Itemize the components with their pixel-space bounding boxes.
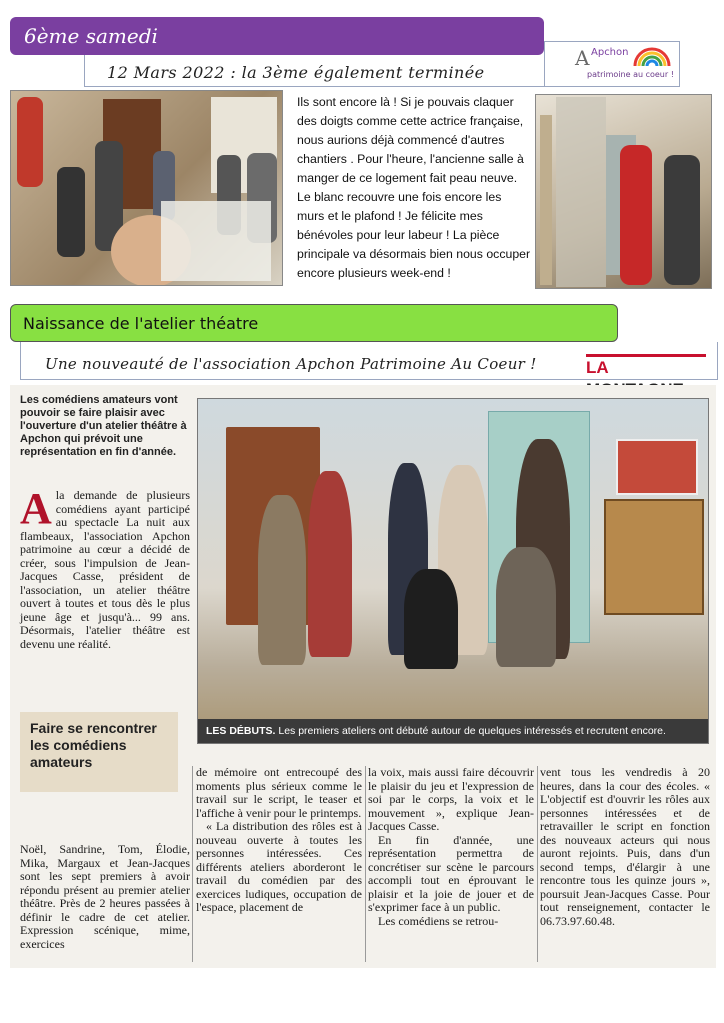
section1-paragraph: Ils sont encore là ! Si je pouvais claquer des doigts comme cette actrice française, nous aurions déjà commencé d'autres chantiers . Pour l'heure, l'ancienne salle à manger de ce logement fait peau neuve. Le blanc recouvre une fois encore les murs et le plafond ! Je félicite mes bénévoles pour leur labeur ! La pièce principale va désormais bien nous occuper encore plusieurs week-end ! <box>297 95 531 280</box>
column-divider <box>537 766 538 962</box>
article-dropcap: A <box>20 484 52 533</box>
logo-name: Apchon <box>591 47 629 58</box>
caption-text: Les premiers ateliers ont débuté autour de quelques intéressés et recrutent encore. <box>278 725 666 737</box>
la-montagne-logo <box>586 354 706 381</box>
volunteers-photo-illustration <box>11 91 283 286</box>
column-divider <box>192 766 193 962</box>
article-body-e: vent tous les vendredis à 20 heures, dans la cour des écoles. « L'objectif est d'ouvrir les rôles aux personnes intéressées et de retravailler le script en fonction des nouveaux acteurs qui nous auront rejoints. Puis, dans d'un second temps, d'élargir à une rencontre tous les quinze jours », poursuit Jean-Jacques Casse. Pour tout renseignement, contacter le 06.73.97.60.48. <box>540 765 710 928</box>
article-body-c2: « La distribution des rôles est à nouveau ouverte à toutes les personnes intéressées. Ces différents ateliers aborderont le travail du comédien par des exercices ludiques, occupation de l'espace, placement de <box>196 819 362 914</box>
section2-title-bar <box>10 304 618 342</box>
article-column-d <box>368 766 534 928</box>
person-silhouette <box>496 547 556 667</box>
article-column-c <box>196 766 362 915</box>
article-body-b: Noël, Sandrine, Tom, Élodie, Mika, Margaux et Jean-Jacques sont les sept premiers à avoir répondu présent au premier atelier théâtre. Près de 2 heures passées à définir le cadre de cet atelier. Expression scénique, mime, exercices <box>20 842 190 951</box>
photo-caption <box>198 719 708 743</box>
apchon-logo <box>544 41 680 87</box>
article-body-d1: la voix, mais aussi faire découvrir le plaisir du jeu et l'expression de soi par le corps, la voix et le mouvement », explique Jean-Jacques Casse. <box>368 765 534 833</box>
section2-title: Naissance de l'atelier théatre <box>23 314 259 333</box>
logo-letter-icon: A <box>575 46 590 70</box>
section1-subtitle: 12 Mars 2022 : la 3ème également terminée <box>84 55 680 87</box>
painting-photo-illustration <box>536 95 712 289</box>
person-silhouette <box>404 569 458 669</box>
article-body-d2: En fin d'année, une représentation permettra de concrétiser sur scène le parcours accompli tout en éprouvant le plaisir et la joie de jouer et de s'exprimer face à un public. <box>368 832 534 914</box>
section1-title: 6ème samedi <box>24 24 158 48</box>
caption-head: LES DÉBUTS. <box>206 725 276 737</box>
logo-tagline: patrimoine au coeur ! <box>587 70 674 79</box>
volunteers-group-photo <box>10 90 283 286</box>
section1-title-bar <box>10 17 544 55</box>
article-intro <box>20 484 190 651</box>
rainbow-icon <box>631 44 673 68</box>
newspaper-la: LA <box>586 358 609 377</box>
poster-shape <box>616 439 698 495</box>
person-silhouette <box>258 495 306 665</box>
article-lead: Les comédiens amateurs vont pouvoir se faire plaisir avec l'ouverture d'un atelier théâtre à Apchon qui prévoit une représentation en fin d'année. <box>20 394 187 458</box>
painting-ceiling-photo <box>535 94 712 289</box>
board-shape <box>604 499 704 615</box>
person-silhouette <box>308 471 352 657</box>
column-divider <box>365 766 366 962</box>
article-body-c1: de mémoire ont entrecoupé des moments plus sérieux comme le travail sur le script, le teaser et l'affiche à venir pour le printemps. <box>196 765 362 820</box>
section2-subtitle: Une nouveauté de l'association Apchon Patrimoine Au Coeur ! <box>20 342 718 380</box>
theatre-group-photo <box>197 398 709 744</box>
newspaper-article <box>10 385 716 968</box>
article-callout: Faire se rencontrer les comédiens amateurs <box>20 712 178 792</box>
article-body-d3: Les comédiens se retrou- <box>378 913 499 928</box>
article-body-a: la demande de plusieurs comédiens ayant participé au spectacle La nuit aux flambeaux, l'association Apchon patrimoine au cœur a décidé de créer, sous l'impulsion de Jean-Jacques Casse, président de l'association, un atelier théâtre ouvert à toutes et tous dès le plus jeune âge et jusqu'à... 99 ans. Désormais, l'atelier théâtre est devenu une réalité. <box>20 488 190 651</box>
